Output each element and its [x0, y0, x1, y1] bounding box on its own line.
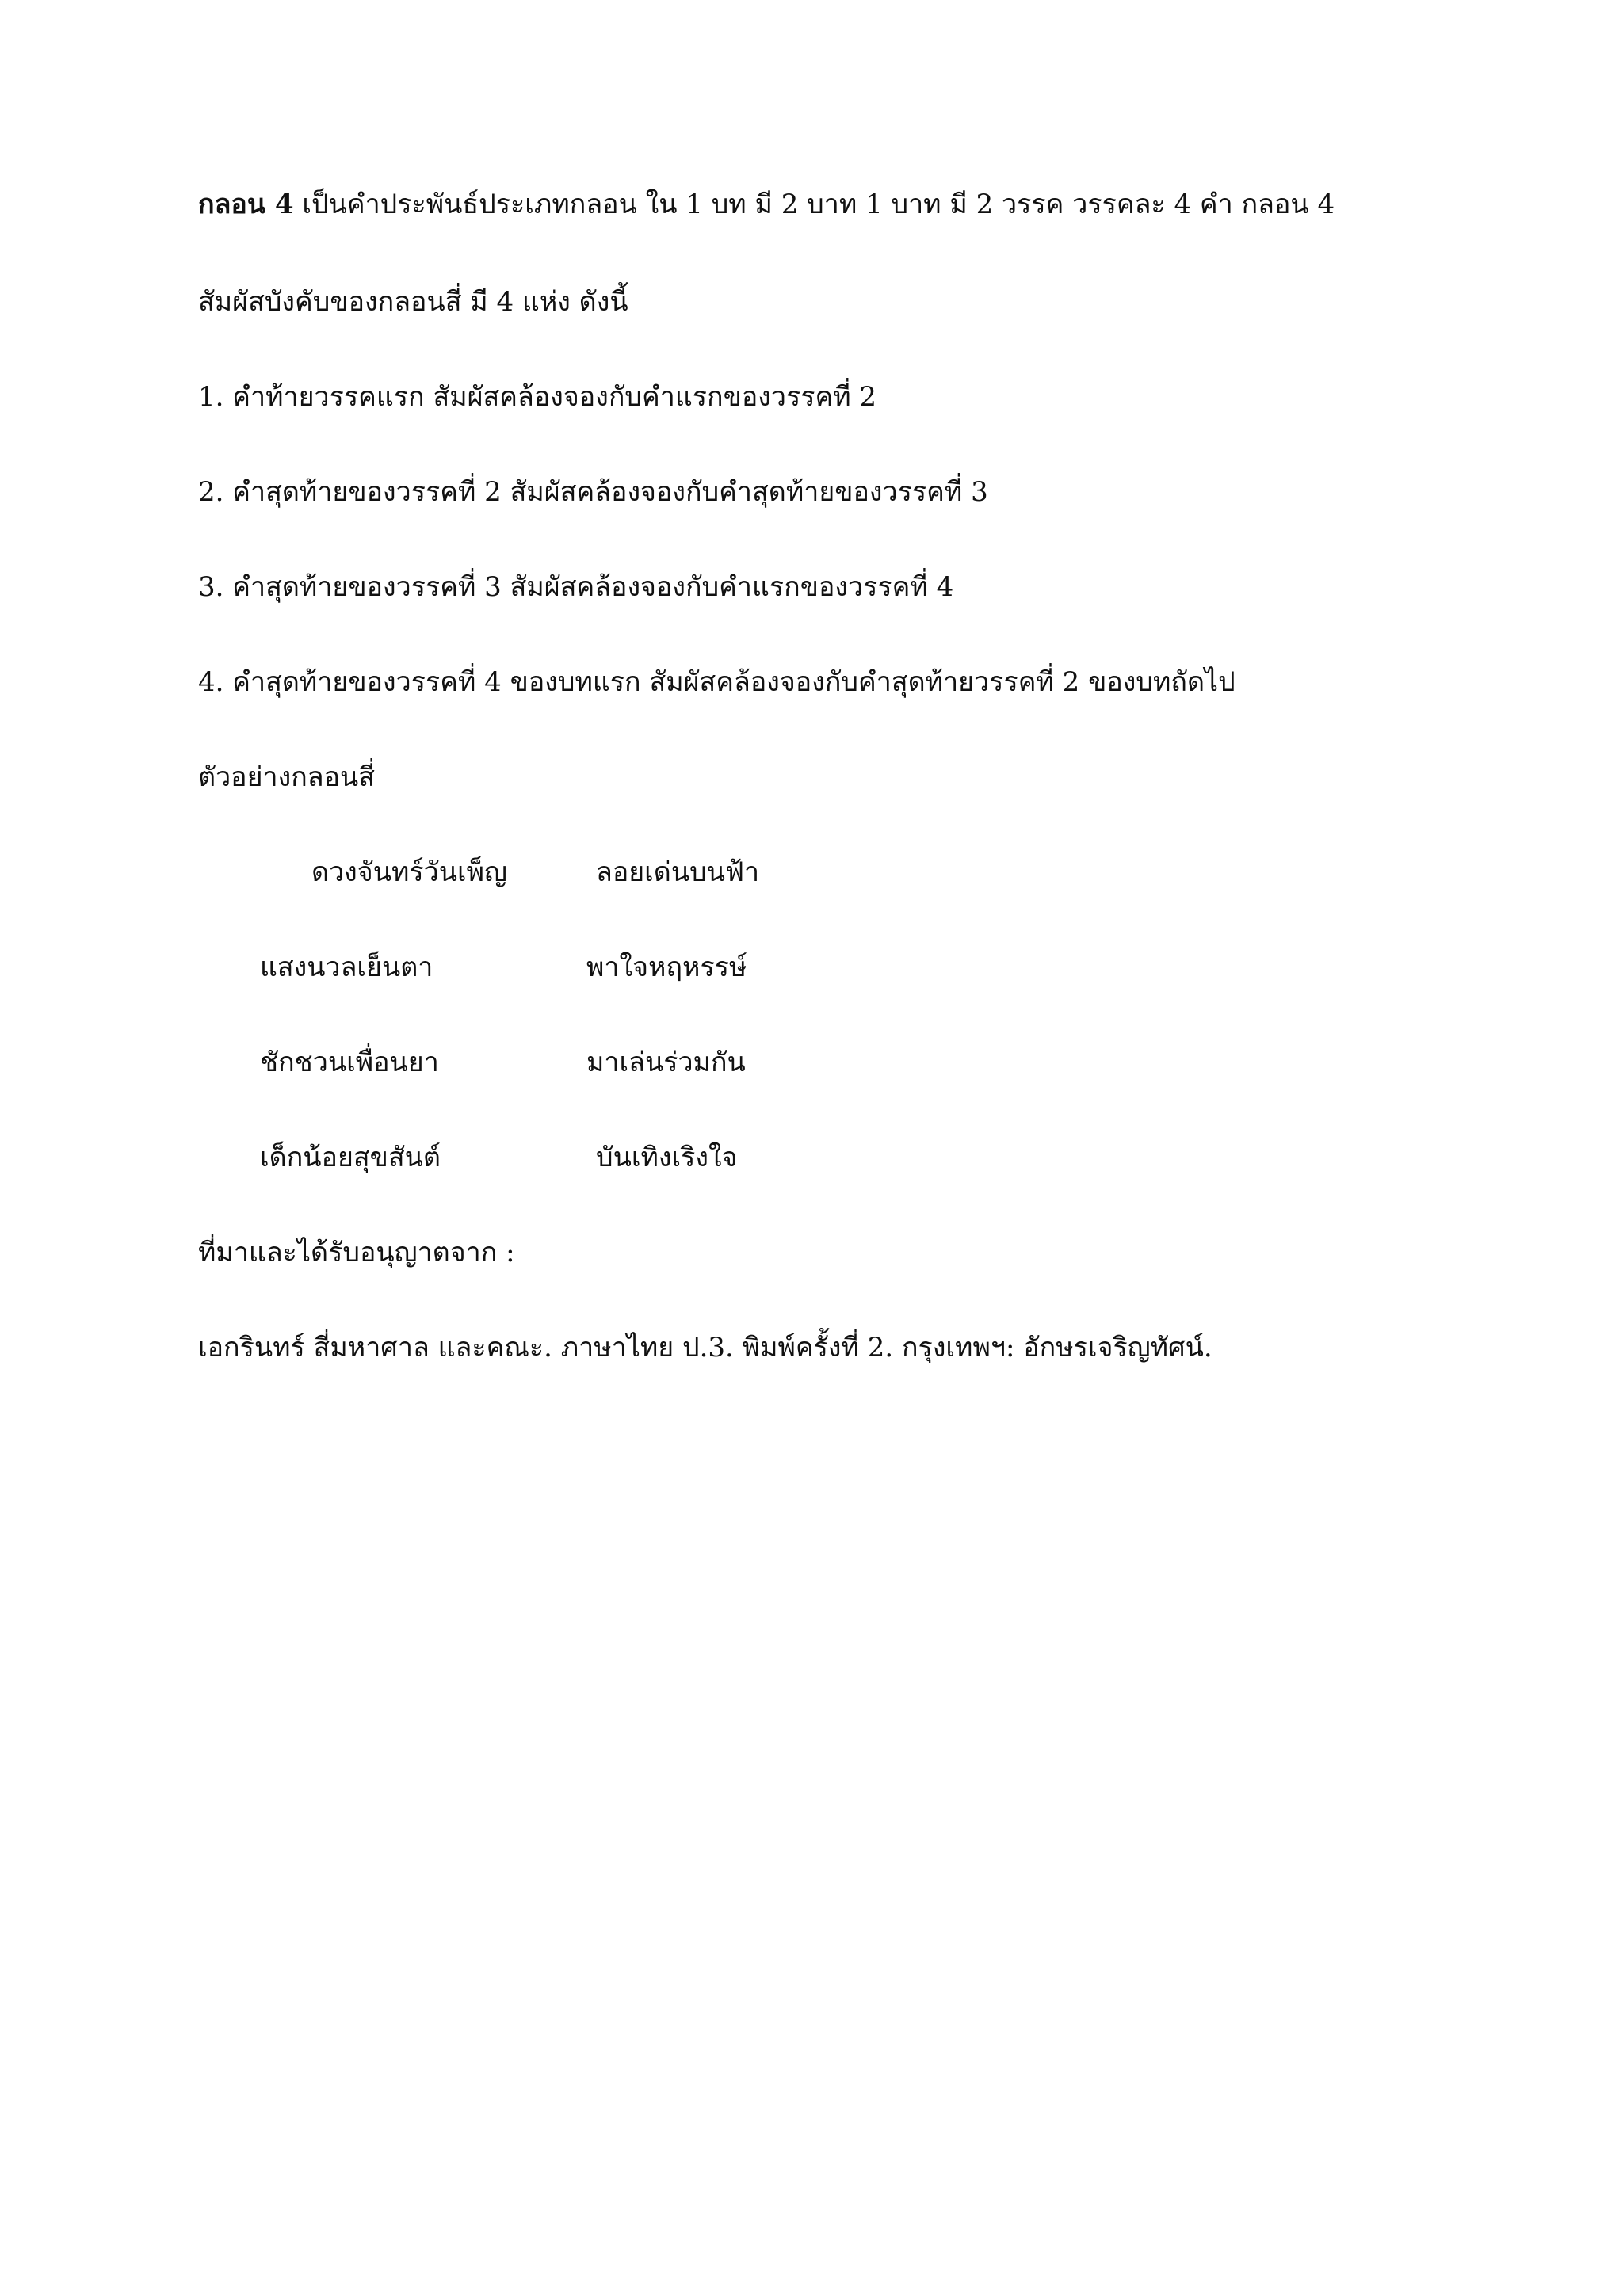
source-label: ที่มาและได้รับอนุญาตจาก :: [198, 1237, 515, 1268]
intro-definition: เป็นคำประพันธ์ประเภทกลอน ใน 1 บท มี 2 บาท 1 บาท มี 2 วรรค วรรคละ 4 คำ กลอน 4: [293, 189, 1335, 220]
rule-item-1: 1. คำท้ายวรรคแรก สัมผัสคล้องจองกับคำแรกของวรรคที่ 2: [198, 381, 877, 413]
intro-paragraph: [198, 185, 1335, 223]
poem-line-3-first-half: ชักชวนเพื่อนยา: [260, 1047, 439, 1078]
intro-term: กลอน 4: [198, 189, 294, 220]
poem-line-2-second-half: พาใจหฤหรรษ์: [586, 952, 747, 983]
example-heading: ตัวอย่างกลอนสี่: [198, 761, 376, 793]
rule-item-4: 4. คำสุดท้ายของวรรคที่ 4 ของบทแรก สัมผัสคล้องจองกับคำสุดท้ายวรรคที่ 2 ของบทถัดไป: [198, 666, 1235, 698]
poem-line-3-second-half: มาเล่นร่วมกัน: [586, 1047, 746, 1078]
poem-line-4-second-half: บันเทิงเริงใจ: [596, 1142, 738, 1173]
source-citation: เอกรินทร์ สี่มหาศาล และคณะ. ภาษาไทย ป.3. พิมพ์ครั้งที่ 2. กรุงเทพฯ: อักษรเจริญทัศน์.: [198, 1332, 1212, 1363]
poem-line-1-second-half: ลอยเด่นบนฟ้า: [596, 856, 760, 888]
poem-line-1-first-half: ดวงจันทร์วันเพ็ญ: [311, 856, 507, 888]
poem-line-2-first-half: แสงนวลเย็นตา: [260, 952, 433, 983]
rule-item-2: 2. คำสุดท้ายของวรรคที่ 2 สัมผัสคล้องจองกับคำสุดท้ายของวรรคที่ 3: [198, 476, 988, 508]
rules-heading: สัมผัสบังคับของกลอนสี่ มี 4 แห่ง ดังนี้: [198, 286, 628, 318]
poem-line-4-first-half: เด็กน้อยสุขสันต์: [260, 1142, 441, 1173]
rule-item-3: 3. คำสุดท้ายของวรรคที่ 3 สัมผัสคล้องจองกับคำแรกของวรรคที่ 4: [198, 571, 954, 603]
